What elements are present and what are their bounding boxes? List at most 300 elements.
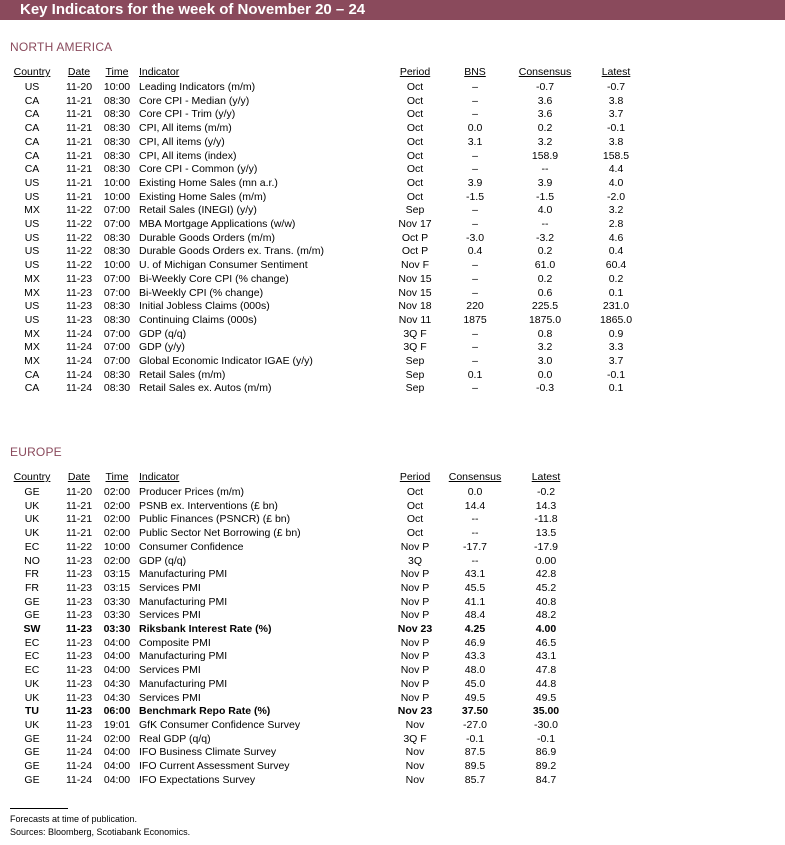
cell-indicator: Leading Indicators (m/m) [139,81,256,93]
table-row [0,609,785,623]
cell-latest: -2.0 [606,190,626,203]
table-row [0,300,785,314]
cell-consensus: 45.5 [464,581,486,594]
cell-date: 11-21 [65,499,93,512]
cell-latest: -30.0 [534,718,558,731]
table-row [0,664,785,678]
header-consensus: Consensus [518,66,572,78]
cell-consensus: -17.7 [463,540,487,553]
cell-period: Nov P [400,636,430,649]
cell-period: Oct [406,135,424,148]
cell-consensus: 0.2 [537,245,553,258]
cell-time: 02:00 [103,554,131,567]
cell-latest: -0.1 [606,122,626,135]
cell-latest: 89.2 [535,760,557,772]
cell-date: 11-23 [65,718,93,731]
cell-country: CA [24,149,40,162]
table-row [0,259,785,273]
cell-consensus: -27.0 [463,718,487,731]
cell-country: UK [24,718,40,731]
cell-consensus: -- [471,527,479,540]
cell-country: FR [25,581,39,594]
section-title-north-america: NORTH AMERICA [10,40,113,54]
cell-period: Oct [406,163,424,176]
cell-time: 04:00 [103,773,131,786]
cell-consensus: 0.0 [467,486,483,498]
cell-country: EC [24,650,40,663]
cell-country: CA [24,163,40,176]
cell-bns: – [472,218,478,230]
cell-period: Nov 18 [398,300,432,313]
cell-consensus: 158.9 [531,149,559,162]
cell-bns: – [472,272,478,285]
cell-country: MX [24,341,40,354]
table-row [0,314,785,328]
cell-indicator: Existing Home Sales (m/m) [139,190,267,203]
cell-country: GE [24,773,40,786]
cell-country: UK [24,691,40,704]
cell-country: GE [24,595,40,608]
cell-latest: -11.8 [534,513,558,526]
cell-period: Sep [405,204,425,217]
table-row [0,513,785,527]
cell-consensus: 41.1 [464,595,486,608]
cell-indicator: Core CPI - Trim (y/y) [139,108,236,121]
table-header-north-america [0,66,785,80]
cell-indicator: Services PMI [139,581,201,594]
cell-time: 04:00 [103,746,131,759]
cell-country: US [24,190,40,203]
table-row [0,746,785,760]
cell-period: Nov 15 [398,286,432,299]
table-row [0,108,785,122]
cell-bns: – [472,355,478,367]
cell-time: 02:00 [103,499,131,512]
cell-indicator: Bi-Weekly CPI (% change) [139,286,264,299]
cell-time: 08:30 [103,300,131,313]
cell-latest: 0.00 [535,554,557,567]
cell-latest: 0.4 [608,245,624,258]
cell-date: 11-23 [65,272,93,285]
cell-consensus: 4.25 [464,623,486,635]
cell-latest: 3.7 [608,108,624,121]
cell-indicator: CPI, All items (y/y) [139,135,225,148]
table-row [0,719,785,733]
table-row [0,705,785,719]
cell-date: 11-21 [65,176,93,189]
cell-date: 11-21 [65,149,93,162]
cell-time: 02:00 [103,732,131,745]
cell-period: Nov [405,760,425,772]
cell-indicator: PSNB ex. Interventions (£ bn) [139,499,278,512]
cell-date: 11-24 [65,746,93,759]
header-indicator: Indicator [139,66,180,78]
table-row [0,650,785,664]
cell-time: 07:00 [103,204,131,217]
cell-time: 06:00 [103,705,131,718]
cell-indicator: Retail Sales (INEGI) (y/y) [139,204,257,217]
header-country: Country [13,471,51,483]
cell-indicator: Producer Prices (m/m) [139,486,245,498]
cell-period: Nov 17 [398,218,432,230]
cell-consensus: 3.9 [537,176,553,189]
cell-country: MX [24,327,40,340]
cell-time: 07:00 [103,341,131,354]
cell-bns: – [472,382,478,395]
cell-consensus: -- [471,513,479,526]
cell-latest: 44.8 [535,677,557,690]
cell-time: 03:30 [103,623,131,635]
cell-consensus: 48.4 [464,609,486,622]
cell-date: 11-22 [65,231,93,244]
cell-latest: 158.5 [602,149,630,162]
table-row [0,733,785,747]
cell-country: EC [24,664,40,677]
header-time: Time [105,471,129,483]
cell-indicator: Public Sector Net Borrowing (£ bn) [139,527,301,540]
cell-date: 11-24 [65,760,93,772]
cell-date: 11-23 [65,568,93,581]
cell-date: 11-23 [65,664,93,677]
cell-time: 04:00 [103,636,131,649]
cell-period: Nov P [400,568,430,581]
cell-indicator: GDP (q/q) [139,327,187,340]
header-time: Time [105,66,129,78]
cell-indicator: Core CPI - Common (y/y) [139,163,258,176]
cell-latest: 3.8 [608,135,624,148]
cell-latest: 4.6 [608,231,624,244]
cell-time: 10:00 [103,540,131,553]
cell-indicator: Continuing Claims (000s) [139,313,257,326]
cell-date: 11-23 [65,595,93,608]
cell-time: 08:30 [103,149,131,162]
cell-date: 11-23 [65,300,93,313]
cell-latest: -0.1 [536,732,556,745]
header-period: Period [399,66,431,78]
cell-country: US [24,176,40,189]
cell-date: 11-24 [65,773,93,786]
cell-latest: 4.4 [608,163,624,176]
cell-date: 11-24 [65,732,93,745]
cell-latest: 49.5 [535,691,557,704]
cell-indicator: MBA Mortgage Applications (w/w) [139,218,296,230]
cell-country: CA [24,135,40,148]
cell-period: Nov [405,718,425,731]
table-row [0,500,785,514]
header-period: Period [399,471,431,483]
header-consensus: Consensus [448,471,502,483]
cell-period: Nov 11 [398,313,432,326]
cell-consensus: 0.6 [537,286,553,299]
cell-period: Oct P [401,231,429,244]
cell-period: Oct [406,149,424,162]
cell-time: 04:30 [103,691,131,704]
cell-time: 10:00 [103,259,131,272]
cell-period: Sep [405,368,425,381]
cell-country: CA [24,368,40,381]
cell-period: 3Q F [403,327,427,340]
cell-bns: – [472,327,478,340]
footnote-sources: Sources: Bloomberg, Scotiabank Economics. [10,827,191,837]
cell-period: Nov P [400,581,430,594]
cell-indicator: U. of Michigan Consumer Sentiment [139,259,308,272]
cell-date: 11-23 [65,650,93,663]
table-row [0,273,785,287]
cell-indicator: Composite PMI [139,636,211,649]
cell-period: Sep [405,355,425,367]
cell-country: CA [24,108,40,121]
cell-consensus: 3.2 [537,135,553,148]
cell-period: Nov 23 [397,623,433,635]
cell-country: EC [24,540,40,553]
header-latest: Latest [531,471,561,483]
cell-period: Oct [406,176,424,189]
table-row [0,328,785,342]
cell-consensus: 85.7 [464,773,486,786]
cell-consensus: 4.0 [537,204,553,217]
cell-country: NO [24,554,40,567]
cell-country: UK [24,499,40,512]
cell-indicator: Existing Home Sales (mn a.r.) [139,176,278,189]
cell-period: Nov P [400,595,430,608]
table-row [0,637,785,651]
table-row [0,122,785,136]
cell-latest: 4.00 [535,623,557,635]
table-row [0,596,785,610]
cell-date: 11-24 [65,355,93,367]
cell-bns: – [472,149,478,162]
cell-consensus: 3.2 [537,341,553,354]
table-row [0,623,785,637]
cell-indicator: CPI, All items (index) [139,149,237,162]
cell-date: 11-23 [65,691,93,704]
header-country: Country [13,66,51,78]
cell-time: 10:00 [103,176,131,189]
cell-time: 02:00 [103,513,131,526]
cell-latest: 40.8 [535,595,557,608]
cell-time: 08:30 [103,163,131,176]
cell-time: 07:00 [103,218,131,230]
cell-indicator: Durable Goods Orders (m/m) [139,231,275,244]
table-row [0,218,785,232]
cell-country: US [24,313,40,326]
cell-indicator: IFO Expectations Survey [139,773,256,786]
cell-indicator: IFO Current Assessment Survey [139,760,290,772]
cell-country: GE [24,609,40,622]
cell-time: 03:15 [103,568,131,581]
cell-latest: -0.1 [606,368,626,381]
table-row [0,191,785,205]
cell-latest: 47.8 [535,664,557,677]
cell-indicator: Manufacturing PMI [139,677,228,690]
cell-period: 3Q [407,554,422,567]
cell-indicator: Durable Goods Orders ex. Trans. (m/m) [139,245,324,258]
table-row [0,150,785,164]
cell-consensus: 3.6 [537,108,553,121]
cell-period: Oct P [401,245,429,258]
page-title: Key Indicators for the week of November 20 – 24 [20,1,366,18]
cell-time: 03:15 [103,581,131,594]
cell-date: 11-24 [65,368,93,381]
cell-time: 08:30 [103,245,131,258]
cell-consensus: 14.4 [464,499,486,512]
cell-period: 3Q F [403,732,427,745]
cell-consensus: -- [471,554,479,567]
cell-country: FR [25,568,39,581]
cell-consensus: 37.50 [461,705,489,718]
table-row [0,582,785,596]
cell-country: MX [24,355,40,367]
cell-country: US [24,300,40,313]
cell-consensus: -0.3 [535,382,555,395]
table-row [0,760,785,774]
cell-period: Nov P [400,664,430,677]
header-bns: BNS [464,66,486,78]
cell-bns: 3.9 [467,176,483,189]
cell-date: 11-21 [65,94,93,107]
cell-indicator: Riksbank Interest Rate (%) [139,623,272,635]
cell-indicator: IFO Business Climate Survey [139,746,277,759]
cell-time: 08:30 [103,108,131,121]
cell-time: 08:30 [103,382,131,395]
page-title-bar [0,0,785,20]
cell-latest: 231.0 [602,300,630,313]
cell-latest: 1865.0 [599,313,633,326]
cell-indicator: Initial Jobless Claims (000s) [139,300,270,313]
table-row [0,568,785,582]
cell-time: 03:30 [103,595,131,608]
cell-consensus: 46.9 [464,636,486,649]
table-row [0,136,785,150]
cell-country: US [24,245,40,258]
cell-latest: 13.5 [535,527,557,540]
cell-period: Oct [406,122,424,135]
table-row [0,245,785,259]
cell-latest: 46.5 [535,636,557,649]
cell-date: 11-22 [65,245,93,258]
cell-country: UK [24,527,40,540]
cell-indicator: Services PMI [139,664,201,677]
table-row [0,382,785,396]
cell-time: 08:30 [103,231,131,244]
table-row [0,541,785,555]
cell-time: 08:30 [103,313,131,326]
cell-bns: – [472,163,478,176]
cell-latest: -17.9 [534,540,558,553]
cell-indicator: Core CPI - Median (y/y) [139,94,250,107]
cell-date: 11-23 [65,313,93,326]
cell-consensus: 0.8 [537,327,553,340]
cell-time: 07:00 [103,286,131,299]
cell-latest: 4.0 [608,176,624,189]
cell-country: MX [24,272,40,285]
cell-bns: – [472,259,478,272]
cell-period: Oct [406,108,424,121]
footnote-divider [10,808,68,809]
cell-time: 10:00 [103,190,131,203]
cell-date: 11-20 [65,486,93,498]
cell-consensus: -- [541,163,549,176]
cell-indicator: Retail Sales (m/m) [139,368,226,381]
cell-latest: 3.7 [608,355,624,367]
cell-latest: 14.3 [535,499,557,512]
cell-country: CA [24,382,40,395]
table-row [0,95,785,109]
cell-time: 19:01 [103,718,131,731]
cell-consensus: 3.0 [537,355,553,367]
cell-latest: 60.4 [605,259,627,272]
cell-period: Nov F [400,259,429,272]
cell-latest: 35.00 [532,705,560,718]
cell-country: SW [23,623,41,635]
footnote-forecasts: Forecasts at time of publication. [10,814,138,824]
cell-consensus: 89.5 [464,760,486,772]
cell-period: Nov [405,773,425,786]
table-row [0,81,785,95]
cell-date: 11-22 [65,259,93,272]
header-date: Date [67,471,91,483]
cell-latest: 48.2 [535,609,557,622]
cell-latest: 84.7 [535,773,557,786]
cell-indicator: GfK Consumer Confidence Survey [139,718,301,731]
cell-bns: – [472,341,478,354]
cell-time: 08:30 [103,368,131,381]
cell-indicator: Public Finances (PSNCR) (£ bn) [139,513,291,526]
table-row [0,163,785,177]
table-row [0,692,785,706]
cell-date: 11-20 [65,81,93,93]
cell-consensus: 61.0 [534,259,556,272]
cell-date: 11-21 [65,527,93,540]
cell-time: 04:00 [103,650,131,663]
cell-indicator: Benchmark Repo Rate (%) [139,705,271,718]
cell-bns: – [472,81,478,93]
cell-period: Oct [406,513,424,526]
header-indicator: Indicator [139,471,180,483]
cell-indicator: Manufacturing PMI [139,568,228,581]
cell-country: US [24,81,40,93]
cell-date: 11-21 [65,108,93,121]
cell-date: 11-21 [65,135,93,148]
cell-latest: 3.2 [608,204,624,217]
cell-date: 11-22 [65,540,93,553]
table-row [0,486,785,500]
table-row [0,287,785,301]
cell-date: 11-23 [65,581,93,594]
cell-bns: 220 [466,300,484,313]
cell-time: 08:30 [103,135,131,148]
cell-bns: 3.1 [467,135,483,148]
cell-date: 11-23 [65,554,93,567]
cell-country: GE [24,760,40,772]
cell-latest: -0.7 [606,81,626,93]
cell-bns: – [472,286,478,299]
cell-indicator: Global Economic Indicator IGAE (y/y) [139,355,313,367]
cell-date: 11-21 [65,513,93,526]
cell-country: TU [25,705,39,718]
cell-latest: -0.2 [536,486,556,498]
cell-consensus: 49.5 [464,691,486,704]
table-header-europe [0,471,785,485]
cell-time: 08:30 [103,122,131,135]
cell-date: 11-24 [65,341,93,354]
cell-time: 08:30 [103,94,131,107]
cell-date: 11-22 [65,218,93,230]
cell-consensus: -1.5 [535,190,555,203]
cell-period: Nov P [400,650,430,663]
cell-indicator: Manufacturing PMI [139,650,228,663]
cell-consensus: 48.0 [464,664,486,677]
